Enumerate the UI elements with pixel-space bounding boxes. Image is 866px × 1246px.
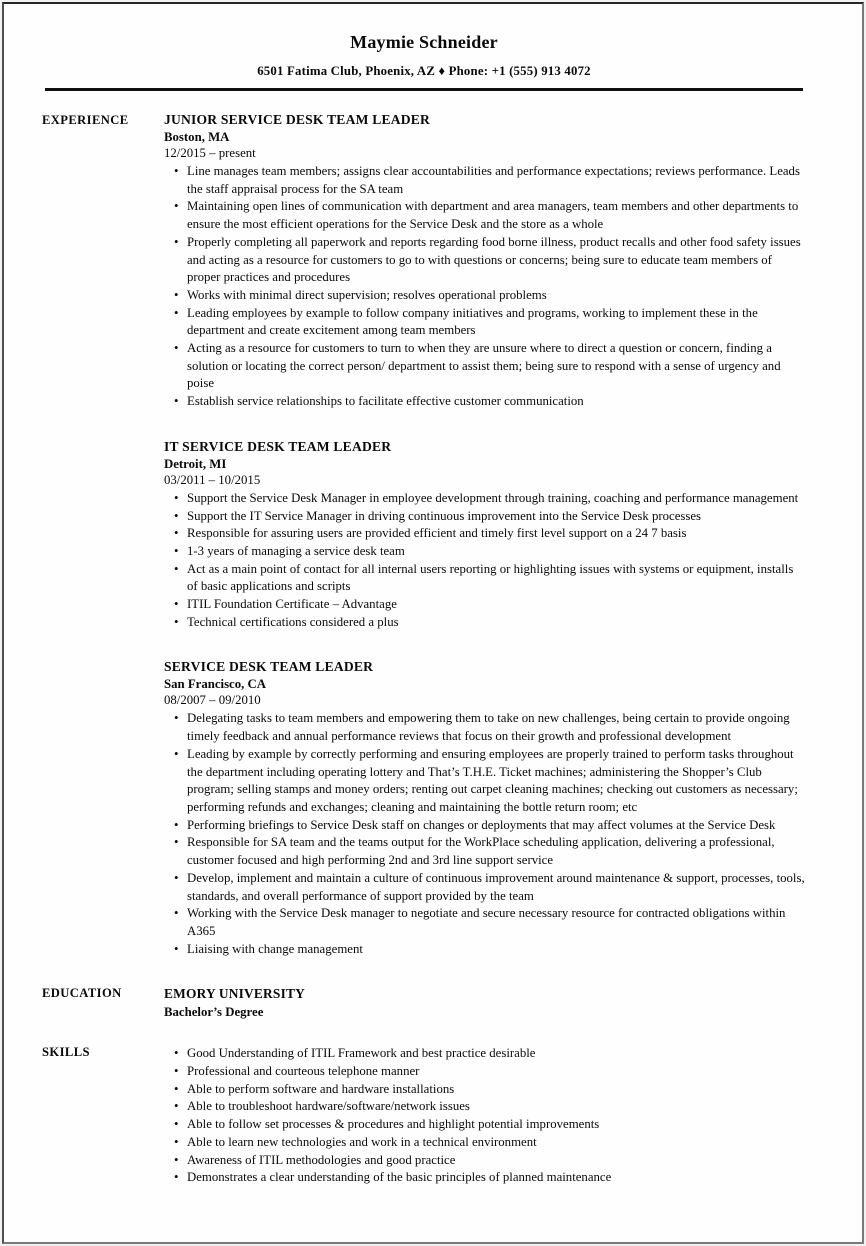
bullet-item: • Establish service relationships to facilitate effective customer communication — [164, 393, 806, 411]
person-name: Maymie Schneider — [350, 32, 498, 52]
bullet-item: • Support the IT Service Manager in driving continuous improvement into the Service Desk processes — [164, 508, 806, 526]
bullet-item: • Able to learn new technologies and work in a technical environment — [164, 1134, 806, 1152]
job-dates: 03/2011 – 10/2015 — [164, 472, 261, 487]
bullet-item: • Good Understanding of ITIL Framework and best practice desirable — [164, 1045, 806, 1063]
bullet-item: • Professional and courteous telephone manner — [164, 1063, 806, 1081]
contact-line: 6501 Fatima Club, Phoenix, AZ ♦ Phone: +1 (555) 913 4072 — [257, 64, 591, 78]
skills-content — [164, 1043, 806, 1187]
experience-content — [164, 111, 806, 958]
bullet-item: • Responsible for assuring users are provided efficient and timely first level support on a 24 7 basis — [164, 525, 806, 543]
bullet-item: • Act as a main point of contact for all internal users reporting or highlighting issues with systems or equipment, installs of basic applications and scripts — [164, 561, 806, 596]
job-dates: 12/2015 – present — [164, 146, 256, 160]
job-location: Detroit, MI — [164, 456, 227, 471]
header-divider — [45, 88, 803, 91]
bullet-item: • Awareness of ITIL methodologies and good practice — [164, 1152, 806, 1170]
bullet-item: • Able to troubleshoot hardware/software/network issues — [164, 1098, 806, 1116]
resume-header — [42, 32, 806, 79]
bullet-item: • ITIL Foundation Certificate – Advantage — [164, 596, 806, 614]
degree-name: Bachelor’s Degree — [164, 1005, 264, 1020]
education-section — [42, 984, 806, 1021]
bullet-item: • Able to perform software and hardware installations — [164, 1081, 806, 1099]
bullet-item: • Performing briefings to Service Desk staff on changes or deployments that may affect volumes at the Service Desk — [164, 817, 806, 835]
job-bullet-list — [164, 163, 806, 411]
bullet-item: • Leading employees by example to follow company initiatives and programs, working to implement these in the department and create excitement among team members — [164, 305, 806, 340]
bullet-item: • Working with the Service Desk manager to negotiate and secure necessary resource for contracted obligations within A365 — [164, 905, 806, 940]
job-title: JUNIOR SERVICE DESK TEAM LEADER — [164, 112, 431, 127]
bullet-item: • Demonstrates a clear understanding of the basic principles of planned maintenance — [164, 1169, 806, 1187]
section-label-education: EDUCATION — [42, 986, 122, 1001]
bullet-item: • Acting as a resource for customers to turn to when they are unsure where to direct a question or concern, finding a solution or locating the correct person/ department to assist them; being sure to respond with a sense of urgency and poise — [164, 340, 806, 393]
job-entry-1 — [164, 111, 806, 411]
job-title: SERVICE DESK TEAM LEADER — [164, 659, 374, 675]
section-label-experience: EXPERIENCE — [42, 113, 129, 127]
job-dates: 08/2007 – 09/2010 — [164, 693, 261, 708]
section-label-skills: SKILLS — [42, 1045, 90, 1060]
experience-section — [42, 111, 806, 958]
bullet-item: • Properly completing all paperwork and reports regarding food borne illness, product recalls and other food safety issues and acting as a resource for customers to go to with questions or concerns; being sure to educate team members of proper practices and procedures — [164, 234, 806, 287]
job-entry-2 — [164, 438, 806, 632]
job-title: IT SERVICE DESK TEAM LEADER — [164, 438, 392, 454]
bullet-item: • Maintaining open lines of communication with department and area managers, team members and other departments to ensure the most efficient operations for the Service Desk and the store as a whole — [164, 198, 806, 233]
bullet-item: • Develop, implement and maintain a culture of continuous improvement around maintenance & support, processes, tools, standards, and overall performance of support provided by the team — [164, 870, 806, 905]
education-content — [164, 984, 806, 1021]
skills-section — [42, 1043, 806, 1187]
bullet-item: • Leading by example by correctly performing and ensuring employees are properly trained to perform tasks throughout the department including operating lottery and That’s T.H.E. Ticket machines; administering the Shopper’s Club program; selling stamps and money orders; renting out carpet cleaning machines; checking out customers as necessary; performing refunds and exchanges; cleaning and maintaining the bottle return room; etc — [164, 746, 806, 817]
bullet-item: • Liaising with change management — [164, 941, 806, 959]
bullet-item: • Line manages team members; assigns clear accountabilities and performance expectations; reviews performance. Leads the staff appraisal process for the SA team — [164, 163, 806, 198]
bullet-item: • Support the Service Desk Manager in employee development through training, coaching and performance management — [164, 490, 806, 508]
skills-bullet-list — [164, 1045, 806, 1187]
school-name: EMORY UNIVERSITY — [164, 986, 305, 1002]
bullet-item: • 1-3 years of managing a service desk team — [164, 543, 806, 561]
bullet-item: • Delegating tasks to team members and empowering them to take on new challenges, being certain to provide ongoing timely feedback and annual performance reviews that focus on their growth and professional development — [164, 710, 806, 745]
job-bullet-list — [164, 710, 806, 958]
bullet-item: • Able to follow set processes & procedures and highlight potential improvements — [164, 1116, 806, 1134]
bullet-item: • Responsible for SA team and the teams output for the WorkPlace scheduling application, delivering a professional, customer focused and high performing 2nd and 3rd line support service — [164, 834, 806, 869]
job-entry-3 — [164, 658, 806, 958]
job-bullet-list — [164, 490, 806, 632]
job-location: Boston, MA — [164, 130, 230, 144]
bullet-item: • Technical certifications considered a plus — [164, 614, 806, 632]
resume-page — [2, 2, 864, 1244]
job-location: San Francisco, CA — [164, 677, 267, 692]
bullet-item: • Works with minimal direct supervision; resolves operational problems — [164, 287, 806, 305]
